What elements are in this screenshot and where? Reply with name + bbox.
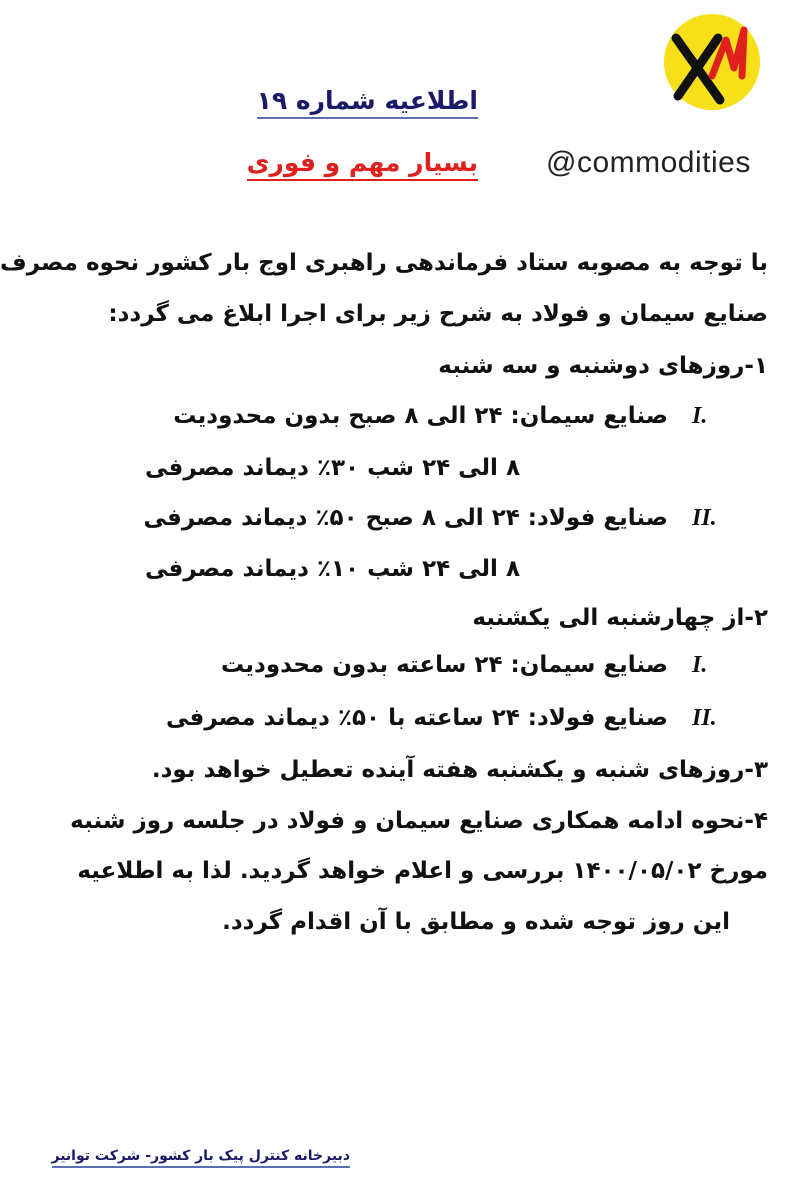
section-4-line-3: این روز توجه شده و مطابق با آن اقدام گردد. [222,909,730,935]
section-4-line-1: ۴-نحوه ادامه همکاری صنایع سیمان و فولاد در جلسه روز شنبه [70,808,768,834]
section-1-item-1-numeral: I. [692,403,708,429]
notice-title: اطلاعیه شماره ۱۹ [257,86,478,119]
tavanir-logo-icon [662,12,762,112]
section-2-heading: ۲-از چهارشنبه الی یکشنبه [472,605,768,631]
section-1-item-2-line-2: ۸ الی ۲۴ شب ۱۰٪ دیماند مصرفی [144,556,520,582]
section-2-item-2-numeral: II. [692,705,717,731]
intro-line-1: با توجه به مصوبه ستاد فرماندهی راهبری اوج بار کشور نحوه مصرف [0,250,768,276]
channel-handle: @commodities [546,146,751,179]
section-1-heading: ۱-روزهای دوشنبه و سه شنبه [438,353,768,379]
section-2-item-1-line-1: صنایع سیمان: ۲۴ ساعته بدون محدودیت [221,652,668,678]
section-1-item-2-numeral: II. [692,505,717,531]
intro-line-2: صنایع سیمان و فولاد به شرح زیر برای اجرا ابلاغ می گردد: [108,301,768,327]
section-4-line-2: مورخ ۱۴۰۰/۰۵/۰۲ بررسی و اعلام خواهد گردید. لذا به اطلاعیه [77,858,768,884]
section-1-item-1-line-1: صنایع سیمان: ۲۴ الی ۸ صبح بدون محدودیت [173,403,668,429]
notice-subtitle: بسیار مهم و فوری [247,148,478,181]
footer-signature: دبیرخانه کنترل پیک بار کشور- شرکت توانیر [52,1148,351,1168]
section-3-line: ۳-روزهای شنبه و یکشنبه هفته آینده تعطیل خواهد بود. [151,757,768,783]
section-2-item-1-numeral: I. [692,652,708,678]
section-1-item-2-line-1: صنایع فولاد: ۲۴ الی ۸ صبح ۵۰٪ دیماند مصرفی [143,505,668,531]
section-1-item-1-line-2: ۸ الی ۲۴ شب ۳۰٪ دیماند مصرفی [144,455,520,481]
section-2-item-2-line-1: صنایع فولاد: ۲۴ ساعته با ۵۰٪ دیماند مصرفی [165,705,668,731]
